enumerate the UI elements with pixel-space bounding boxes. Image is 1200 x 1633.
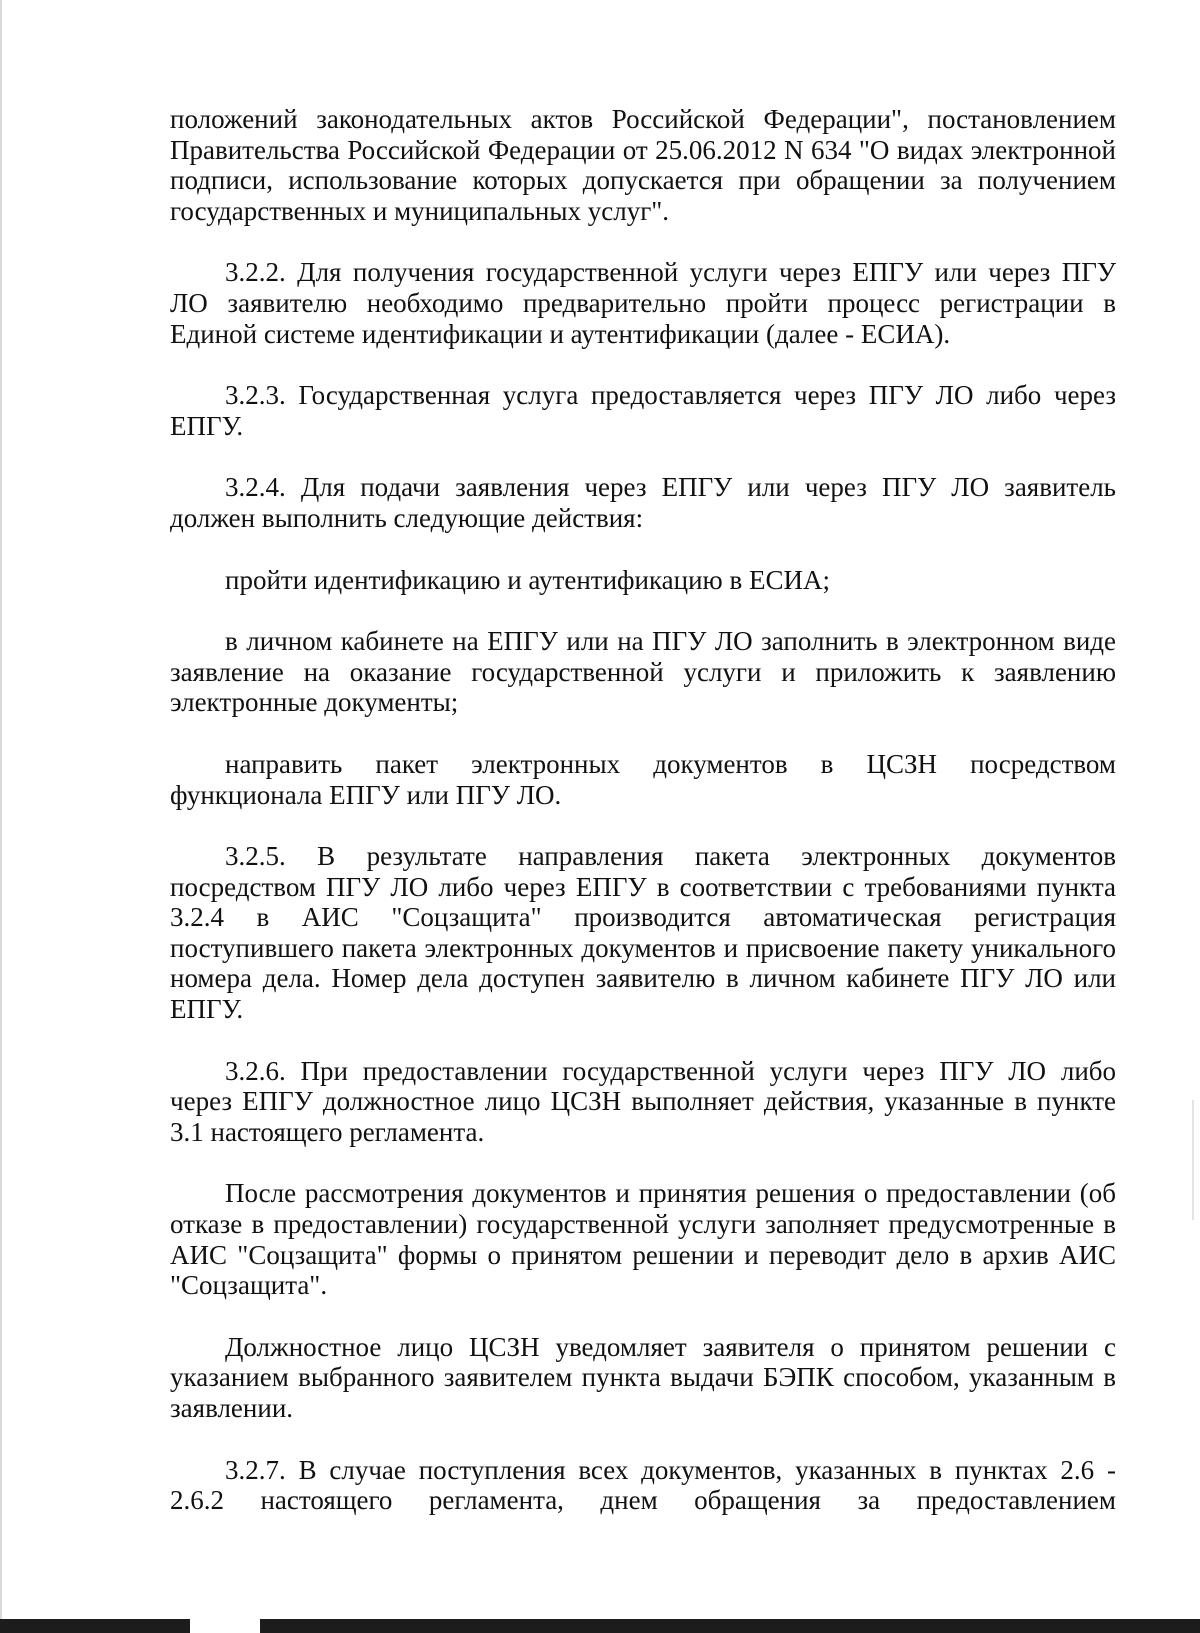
- scan-right-mark: [1192, 1100, 1194, 1220]
- paragraph-notification: Должностное лицо ЦСЗН уведомляет заявителя о принятом решении с указанием выбранного заявителем пункта выдачи БЭПК способом, указанным в заявлении.: [170, 1331, 1116, 1423]
- list-item-send-package: направить пакет электронных документов в ЦСЗН посредством функционала ЕПГУ или ПГУ ЛО.: [170, 748, 1116, 810]
- paragraph-after-review: После рассмотрения документов и принятия решения о предоставлении (об отказе в предоставлении) государственной услуги заполняет предусмотренные в АИС "Соцзащита" формы о принятом решении и переводит дело в архив АИС "Соцзащита".: [170, 1178, 1116, 1301]
- paragraph-3-2-7: 3.2.7. В случае поступления всех документов, указанных в пунктах 2.6 - 2.6.2 настоящего регламента, днем обращения за предоставлением: [170, 1454, 1116, 1516]
- paragraph-3-2-6: 3.2.6. При предоставлении государственной услуги через ПГУ ЛО либо через ЕПГУ должностное лицо ЦСЗН выполняет действия, указанные в пункте 3.1 настоящего регламента.: [170, 1055, 1116, 1147]
- scan-bottom-gap: [190, 1619, 260, 1633]
- paragraph-continuation: положений законодательных актов Российской Федерации", постановлением Правительства Российской Федерации от 25.06.2012 N 634 "О видах электронной подписи, использование которых допускается при обращении за получением государственных и муниципальных услуг".: [170, 104, 1116, 226]
- list-item-esia: пройти идентификацию и аутентификацию в ЕСИА;: [225, 564, 830, 595]
- paragraph-3-2-5: 3.2.5. В результате направления пакета электронных документов посредством ПГУ ЛО либо через ЕПГУ в соответствии с требованиями пункта 3.2.4 в АИС "Соцзащита" производится автоматическая регистрация поступившего пакета электронных документов и присвоение пакету уникального номера дела. Номер дела доступен заявителю в личном кабинете ПГУ ЛО или ЕПГУ.: [170, 841, 1116, 1025]
- paragraph-3-2-4: 3.2.4. Для подачи заявления через ЕПГУ или через ПГУ ЛО заявитель должен выполнить следующие действия:: [170, 472, 1116, 533]
- document-page: [170, 104, 1116, 1516]
- list-item-fill-application: в личном кабинете на ЕПГУ или на ПГУ ЛО заполнить в электронном виде заявление на оказание государственной услуги и приложить к заявлению электронные документы;: [170, 626, 1116, 718]
- paragraph-3-2-2: 3.2.2. Для получения государственной услуги через ЕПГУ или через ПГУ ЛО заявителю необходимо предварительно пройти процесс регистрации в Единой системе идентификации и аутентификации (далее - ЕСИА).: [170, 257, 1116, 349]
- paragraph-3-2-3: 3.2.3. Государственная услуга предоставляется через ПГУ ЛО либо через ЕПГУ.: [170, 380, 1116, 441]
- scan-left-edge: [0, 0, 2, 1633]
- scan-bottom-edge: [0, 1619, 1200, 1633]
